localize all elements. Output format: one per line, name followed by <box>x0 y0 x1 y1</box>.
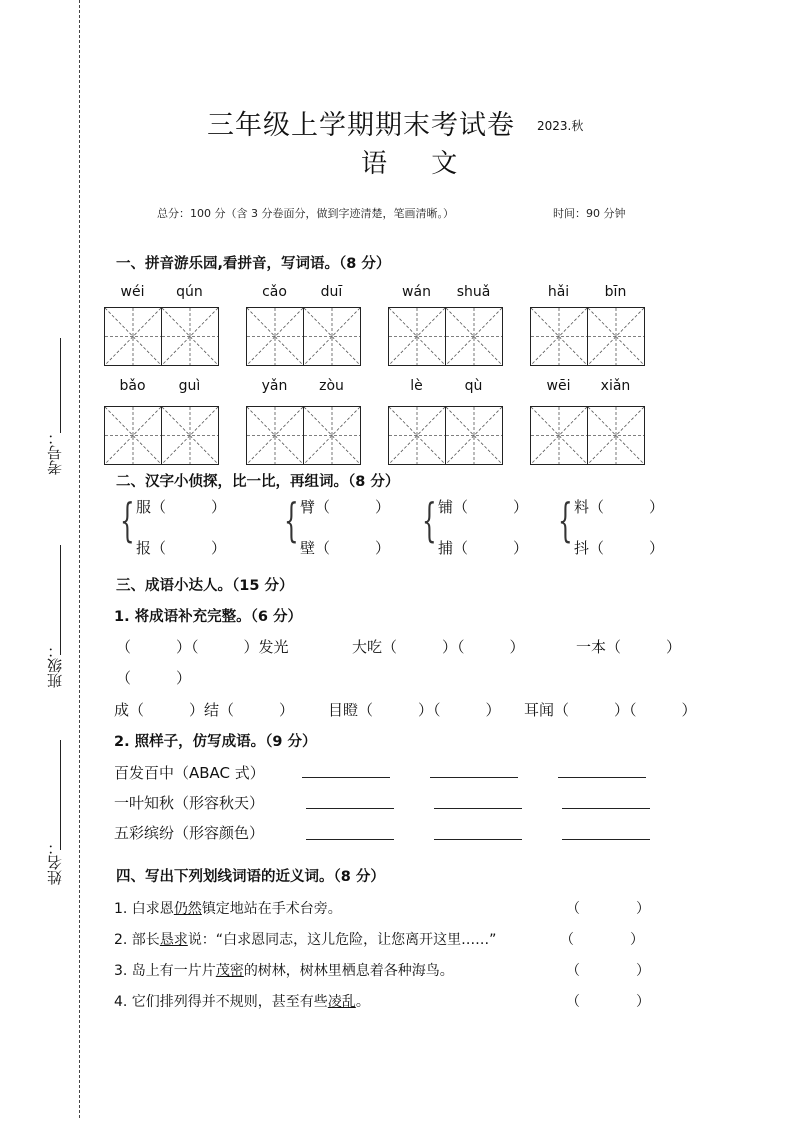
pinyin-label: shuǎ <box>456 284 491 300</box>
answer-line[interactable] <box>434 808 522 809</box>
idiom-fill-6[interactable]: 耳闻（ ）（ ） <box>524 701 697 719</box>
pinyin-label: hǎi <box>547 284 570 300</box>
pinyin-label: zòu <box>319 378 344 394</box>
idiom-fill-4[interactable]: 成（ ）结（ ） <box>114 701 295 719</box>
binding-dashed-line <box>79 0 80 1118</box>
compare-char-bottom[interactable]: 捕（ ） <box>438 539 529 557</box>
class-label: 班级： <box>46 643 64 688</box>
idiom-fill-2[interactable]: 大吃（ ）（ ） <box>352 638 525 656</box>
tianzige-writing-box[interactable] <box>303 406 361 465</box>
compare-char-bottom[interactable]: 报（ ） <box>136 539 227 557</box>
compare-char-bottom[interactable]: 壁（ ） <box>300 539 391 557</box>
pinyin-label: bīn <box>604 284 627 300</box>
tianzige-writing-box[interactable] <box>161 406 219 465</box>
answer-line[interactable] <box>562 808 650 809</box>
tianzige-writing-box[interactable] <box>587 406 645 465</box>
item-text: 1. 白求恩 <box>114 901 174 917</box>
item-text: 说：“白求恩同志，这儿危险，让您离开这里……” <box>187 932 497 948</box>
tianzige-writing-box[interactable] <box>104 307 162 366</box>
compare-char-top[interactable]: 料（ ） <box>574 498 665 516</box>
pinyin-label: wēi <box>546 378 571 394</box>
pinyin-label: duī <box>320 284 343 300</box>
pinyin-label: qún <box>176 284 203 300</box>
imitate-item-1: 百发百中（ABAC 式） <box>114 764 265 782</box>
underlined-word: 仍然 <box>173 901 202 917</box>
brace-icon: { <box>120 493 135 547</box>
tianzige-writing-box[interactable] <box>161 307 219 366</box>
brace-icon: { <box>422 493 437 547</box>
pinyin-label: lè <box>410 378 423 394</box>
underlined-word: 凌乱 <box>327 994 356 1010</box>
synonym-item-3 <box>114 960 454 980</box>
imitate-item-3: 五彩缤纷（形容颜色） <box>114 824 265 842</box>
item-text: 4. 它们排列得并不规则，甚至有些 <box>114 994 328 1010</box>
pinyin-label: guì <box>178 378 201 394</box>
brace-icon: { <box>558 493 573 547</box>
pinyin-label: wán <box>402 284 431 300</box>
answer-line[interactable] <box>306 839 394 840</box>
tianzige-writing-box[interactable] <box>246 307 304 366</box>
synonym-answer-3[interactable]: （ ） <box>566 963 650 979</box>
subject-title: 语 文 <box>361 149 476 179</box>
section-3-heading: 三、成语小达人。（15 分） <box>116 578 294 594</box>
tianzige-writing-box[interactable] <box>303 307 361 366</box>
underlined-word: 恳求 <box>159 932 188 948</box>
synonym-answer-1[interactable]: （ ） <box>566 901 650 917</box>
tianzige-writing-box[interactable] <box>388 406 446 465</box>
name-line <box>60 740 61 850</box>
idiom-fill-3-cont[interactable]: （ ） <box>116 669 192 687</box>
tianzige-writing-box[interactable] <box>445 406 503 465</box>
synonym-answer-2[interactable]: （ ） <box>560 932 644 948</box>
compare-char-top[interactable]: 铺（ ） <box>438 498 529 516</box>
tianzige-writing-box[interactable] <box>388 307 446 366</box>
synonym-answer-4[interactable]: （ ） <box>566 994 650 1010</box>
idiom-fill-5[interactable]: 目瞪（ ）（ ） <box>328 701 501 719</box>
pinyin-label: wéi <box>120 284 145 300</box>
exam-year: 2023.秋 <box>537 119 584 133</box>
answer-line[interactable] <box>430 777 518 778</box>
item-text: 2. 部长 <box>114 932 160 948</box>
item-text: 镇定地站在手术台旁。 <box>201 901 342 917</box>
synonym-item-1 <box>114 898 342 918</box>
section-1-heading: 一、拼音游乐园,看拼音，写词语。（8 分） <box>116 256 391 272</box>
answer-line[interactable] <box>434 839 522 840</box>
pinyin-label: bǎo <box>119 378 146 394</box>
tianzige-writing-box[interactable] <box>530 307 588 366</box>
compare-char-bottom[interactable]: 抖（ ） <box>574 539 665 557</box>
exam-no-line <box>60 338 61 433</box>
section-4-heading: 四、写出下列划线词语的近义词。（8 分） <box>116 869 385 885</box>
idiom-fill-1[interactable]: （ ）（ ）发光 <box>116 638 289 656</box>
time-note: 时间：90 分钟 <box>553 207 626 220</box>
total-score-note: 总分：100 分（含 3 分卷面分，做到字迹清楚，笔画清晰。） <box>157 207 454 220</box>
exam-no-label: 考号： <box>46 430 64 475</box>
answer-line[interactable] <box>562 839 650 840</box>
imitate-item-2: 一叶知秋（形容秋天） <box>114 794 265 812</box>
answer-line[interactable] <box>302 777 390 778</box>
q2-heading: 2. 照样子，仿写成语。（9 分） <box>114 734 317 750</box>
exam-title: 三年级上学期期末考试卷 <box>207 110 515 141</box>
idiom-fill-3[interactable]: 一本（ ） <box>576 638 682 656</box>
q1-heading: 1. 将成语补充完整。（6 分） <box>114 609 303 625</box>
tianzige-writing-box[interactable] <box>104 406 162 465</box>
item-text: 3. 岛上有一片片 <box>114 963 216 979</box>
answer-line[interactable] <box>558 777 646 778</box>
name-label: 姓名： <box>46 840 64 885</box>
synonym-item-2 <box>114 929 496 949</box>
item-text: 。 <box>355 994 370 1010</box>
synonym-item-4 <box>114 991 370 1011</box>
pinyin-label: qù <box>464 378 483 394</box>
compare-char-top[interactable]: 服（ ） <box>136 498 227 516</box>
compare-char-top[interactable]: 臂（ ） <box>300 498 391 516</box>
tianzige-writing-box[interactable] <box>530 406 588 465</box>
underlined-word: 茂密 <box>215 963 244 979</box>
pinyin-label: yǎn <box>261 378 288 394</box>
answer-line[interactable] <box>306 808 394 809</box>
pinyin-label: xiǎn <box>600 378 631 394</box>
tianzige-writing-box[interactable] <box>246 406 304 465</box>
class-line <box>60 545 61 655</box>
pinyin-label: cǎo <box>262 284 287 300</box>
item-text: 的树林，树林里栖息着各种海鸟。 <box>243 963 454 979</box>
tianzige-writing-box[interactable] <box>445 307 503 366</box>
brace-icon: { <box>284 493 299 547</box>
tianzige-writing-box[interactable] <box>587 307 645 366</box>
section-2-heading: 二、汉字小侦探，比一比，再组词。（8 分） <box>116 474 400 490</box>
